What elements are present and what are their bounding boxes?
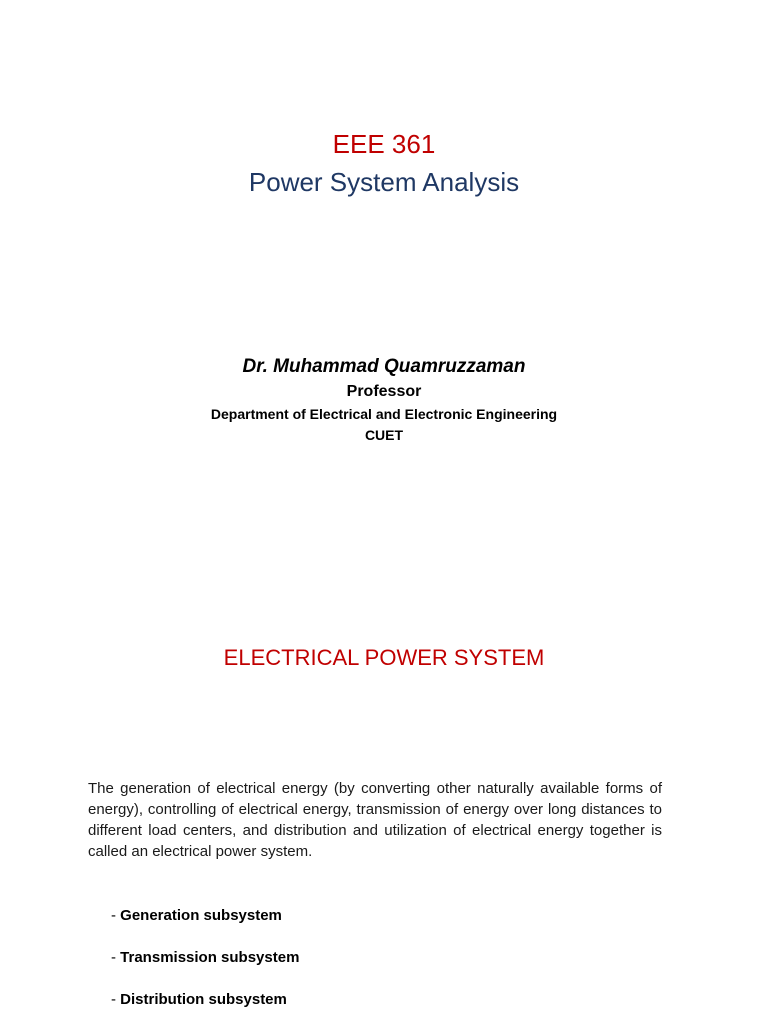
list-item xyxy=(111,948,299,990)
list-dash: - xyxy=(111,907,121,924)
course-code: EEE 361 xyxy=(332,129,436,159)
course-title: Power System Analysis xyxy=(248,167,520,197)
author-name: Dr. Muhammad Quamruzzaman xyxy=(242,356,526,377)
list-item-label: Generation subsystem xyxy=(120,907,282,924)
section-paragraph: The generation of electrical energy (by converting other naturally available forms of energy), controlling of electrical energy, transmission of energy over long distances to different load centers, and distribution and utilization of electrical energy together is called an electrical power system. xyxy=(88,780,662,860)
list-dash: - xyxy=(111,991,121,1008)
list-item-label: Distribution subsystem xyxy=(120,991,287,1008)
author-institution: CUET xyxy=(364,427,404,443)
author-department: Department of Electrical and Electronic Engineering xyxy=(210,406,558,422)
section-heading: ELECTRICAL POWER SYSTEM xyxy=(223,645,545,670)
subsystem-list xyxy=(111,906,299,1032)
list-item xyxy=(111,906,299,948)
author-role: Professor xyxy=(346,383,422,400)
list-item-label: Transmission subsystem xyxy=(120,949,300,966)
list-dash: - xyxy=(111,949,121,966)
list-item xyxy=(111,990,299,1032)
